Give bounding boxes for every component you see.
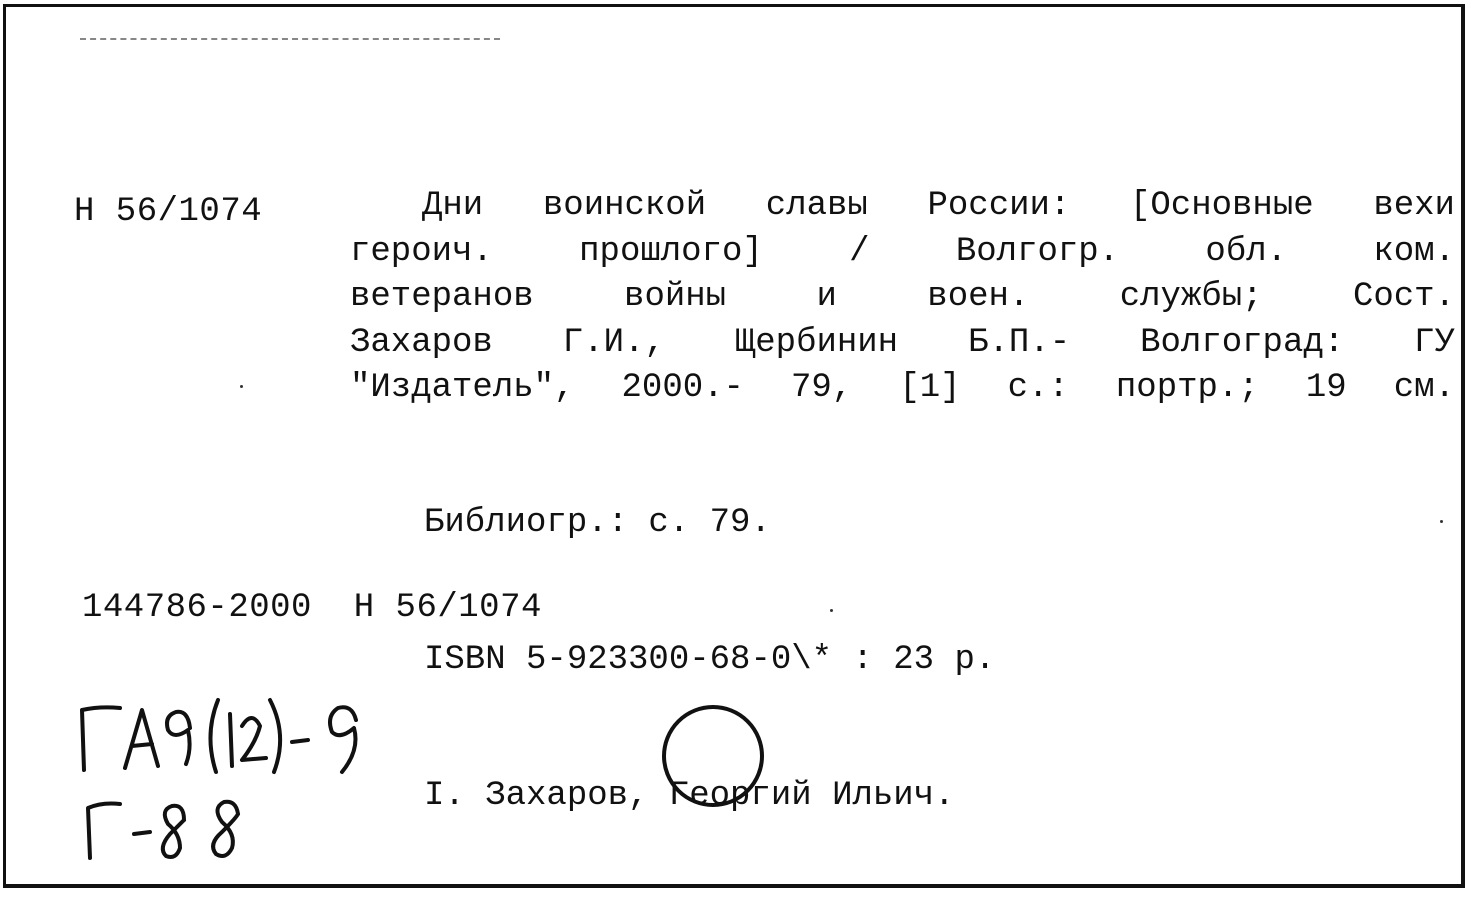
handwritten-classification	[70, 680, 430, 780]
description-line: ветеранов войны и воен. службы; Сост.	[350, 278, 1455, 316]
inventory-number: 144786-2000 Н 56/1074	[82, 589, 542, 627]
handwritten-author-mark	[80, 790, 280, 870]
punch-hole	[655, 700, 775, 815]
bibliography-note: Библиогр.: с. 79.	[424, 504, 771, 542]
description-line: Дни воинской славы России: [Основные вехи	[422, 187, 1455, 225]
speck	[830, 609, 833, 612]
description-line: героич. прошлого] / Волгогр. обл. ком.	[350, 232, 1455, 271]
description-line: Захаров Г.И., Щербинин Б.П.- Волгоград: ГУ	[350, 323, 1455, 362]
top-dashed-rule	[80, 38, 500, 42]
added-entry-note: I. Захаров, Георгий Ильич.	[424, 777, 955, 815]
speck	[1440, 520, 1443, 523]
isbn-note: ISBN 5-923300-68-0\* : 23 р.	[424, 640, 996, 679]
call-number: Н 56/1074	[74, 193, 263, 231]
bibliographic-description	[350, 184, 1455, 412]
description-line: "Издатель", 2000.- 79, [1] с.: портр.; 19 см.	[350, 369, 1455, 407]
speck	[240, 385, 243, 388]
